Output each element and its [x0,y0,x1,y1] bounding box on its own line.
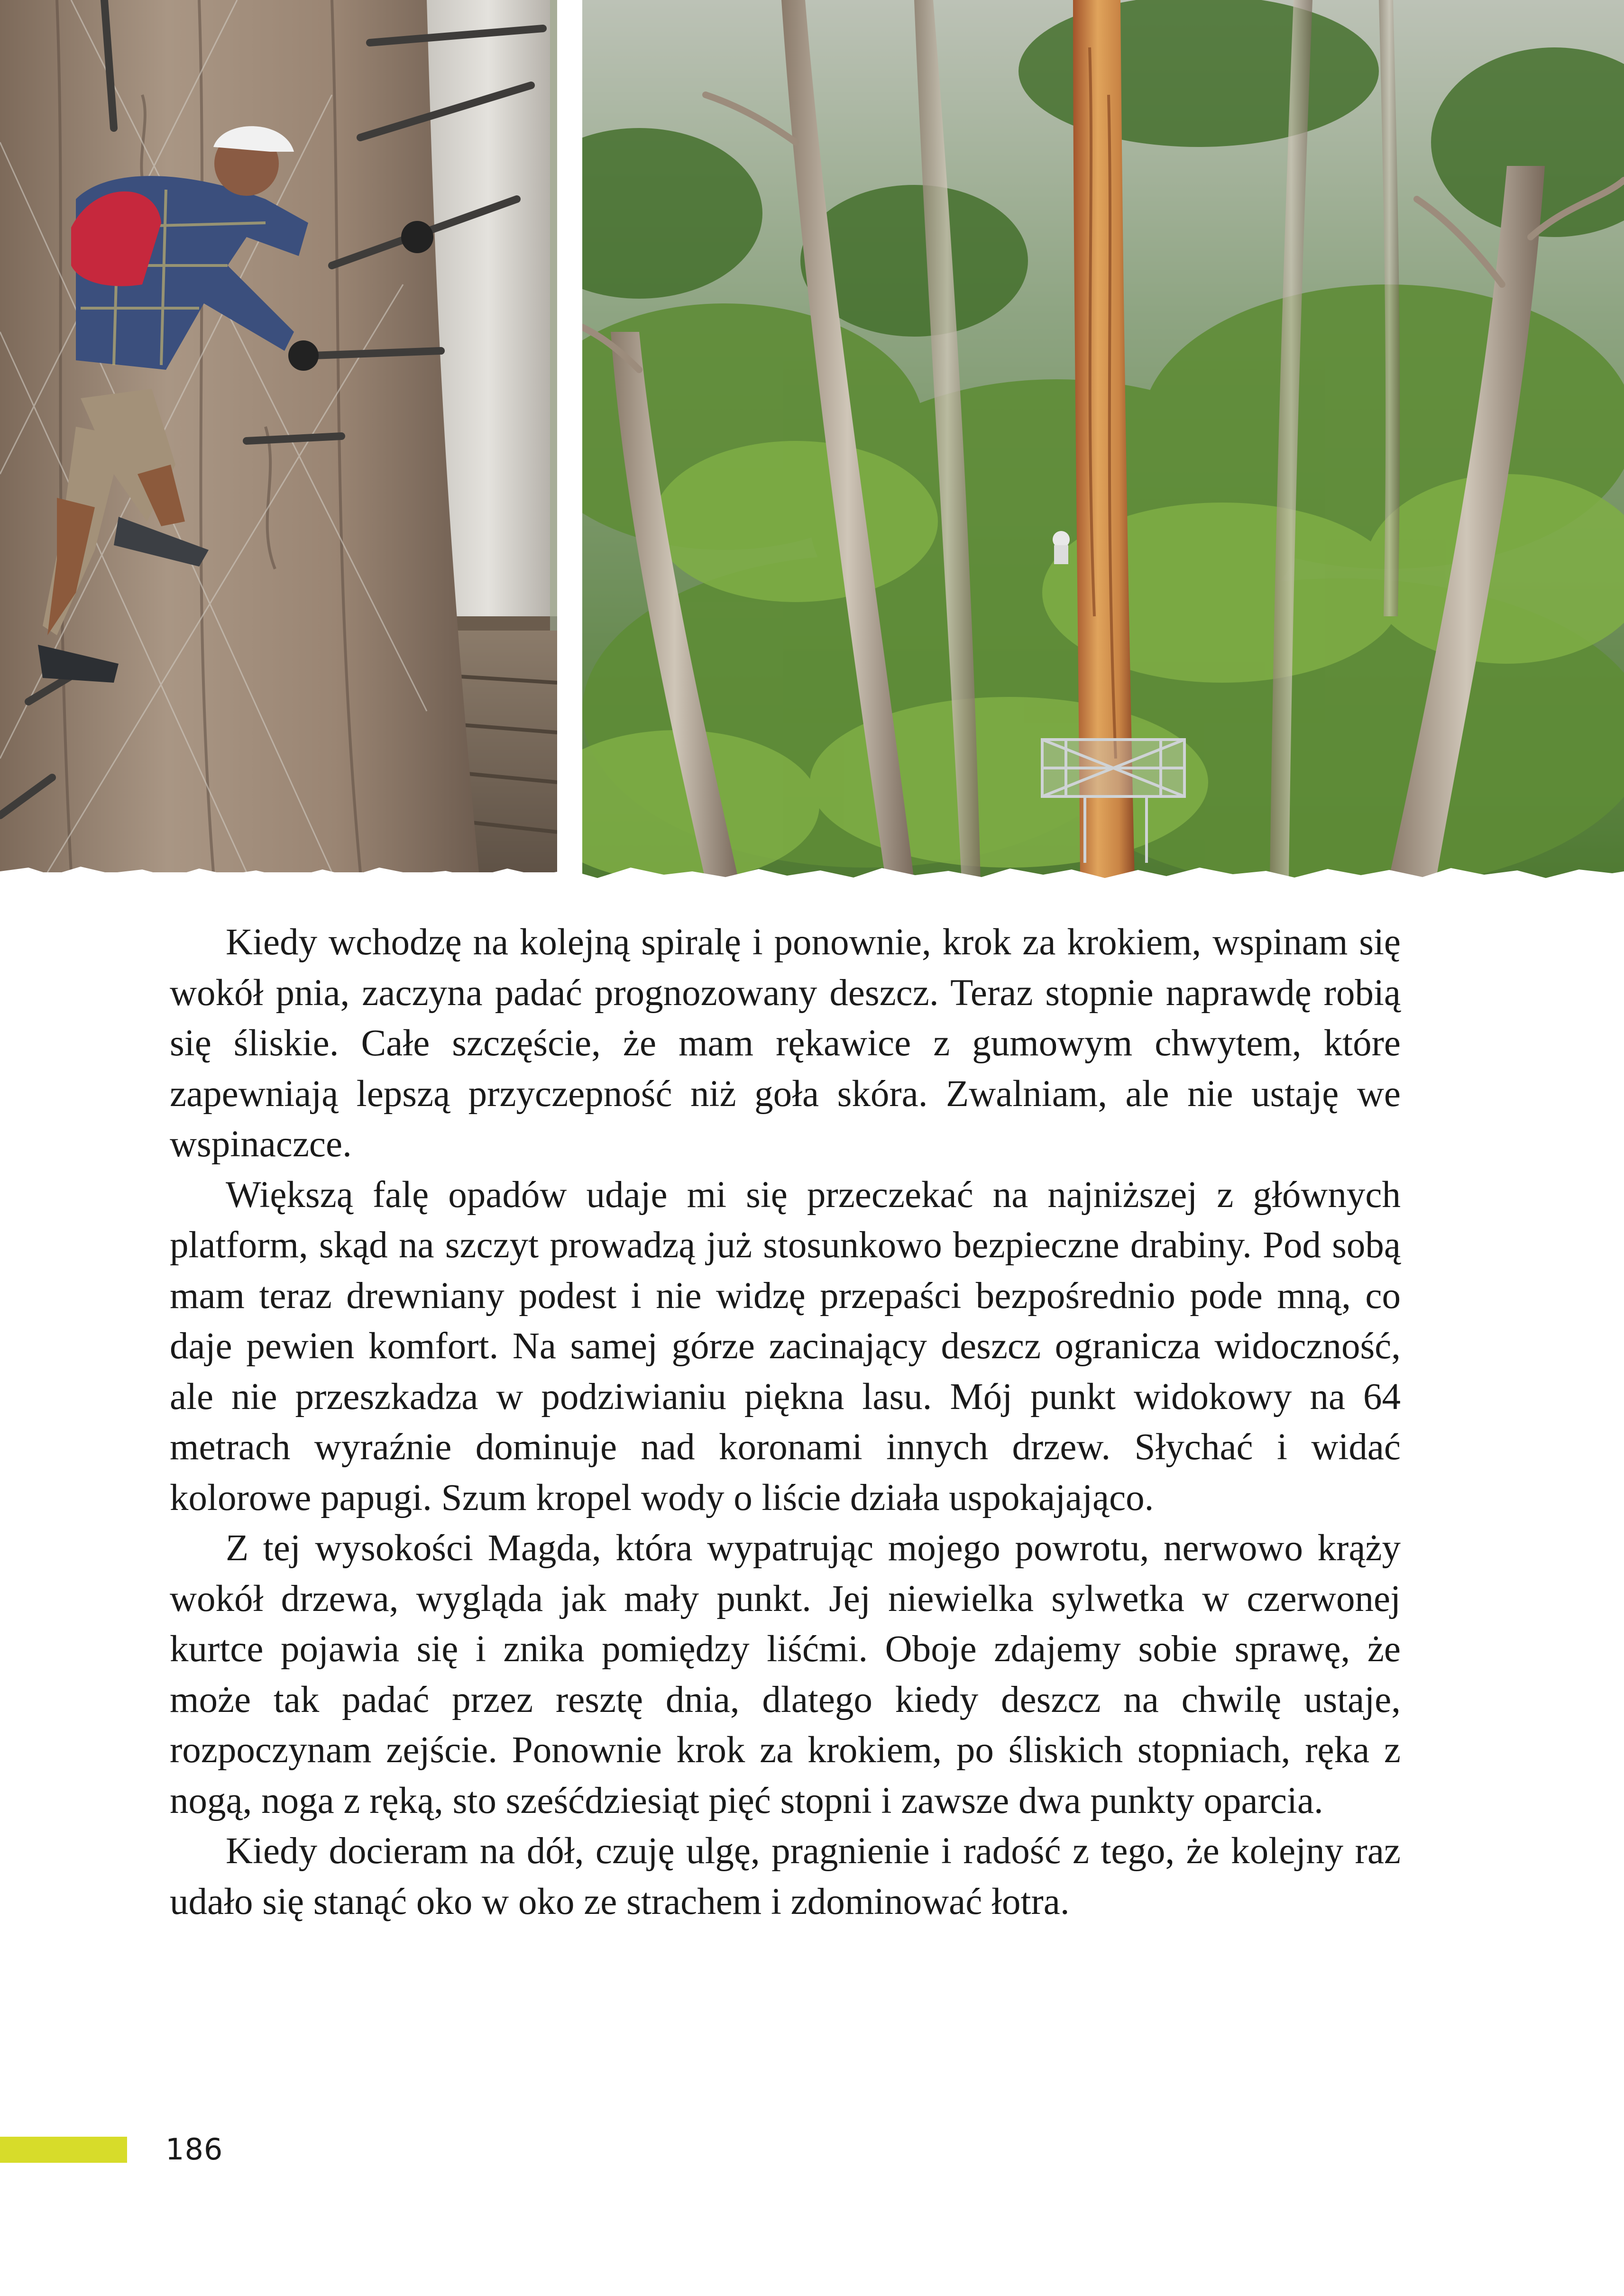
page-accent-bar [0,2137,127,2163]
paragraph: Kiedy docieram na dół, czuję ulgę, pragnienie i radość z tego, że kolejny raz udało się stanąć oko w oko ze strachem i zdominować łotra. [170,1830,1401,1922]
article-body [170,917,1401,1927]
paragraph: Kiedy wchodzę na kolejną spiralę i ponownie, krok za krokiem, wspinam się wokół pnia, zaczyna padać prognozowany deszcz. Teraz stopnie naprawdę robią się śliskie. Całe szczęście, że mam rękawice z gumowym chwytem, które zapewniają lepszą przyczepność niż goła skóra. Zwalniam, ale nie ustaję we wspinaczce. [170,922,1401,1165]
paragraph: Z tej wysokości Magda, która wypatrując mojego powrotu, nerwowo krąży wokół drzewa, wygląda jak mały punkt. Jej niewielka sylwetka w czerwonej kurtce pojawia się i znika pomiędzy liśćmi. Oboje zdajemy sobie sprawę, że może tak padać przez resztę dnia, dlatego kiedy deszcz na chwilę ustaje, rozpoczynam zejście. Ponownie krok za krokiem, po śliskich stopniach, ręka z nogą, noga z ręką, sto sześćdziesiąt pięć stopni i zawsze dwa punkty oparcia. [170,1528,1401,1821]
photo-forest [582,0,1624,881]
page-number: 186 [165,2132,223,2167]
photo-climber [0,0,557,872]
torn-paper-edge-shape [0,849,1624,901]
photo-forest-image [582,0,1624,881]
paragraph: Większą falę opadów udaje mi się przeczekać na najniższej z głównych platform, skąd na szczyt prowadzą już stosunkowo bezpieczne drabiny. Pod sobą mam teraz drewniany podest i nie widzę przepaści bezpośrednio pode mną, co daje pewien komfort. Na samej górze zacinający deszcz ogranicza widoczność, ale nie przeszkadza w podziwianiu piękna lasu. Mój punkt widokowy na 64 metrach wyraźnie dominuje nad koronami innych drzew. Słychać i widać kolorowe papugi. Szum kropel wody o liście działa uspokajająco. [170,1174,1401,1518]
photo-climber-image [0,0,557,872]
torn-paper-edge [0,849,1624,901]
